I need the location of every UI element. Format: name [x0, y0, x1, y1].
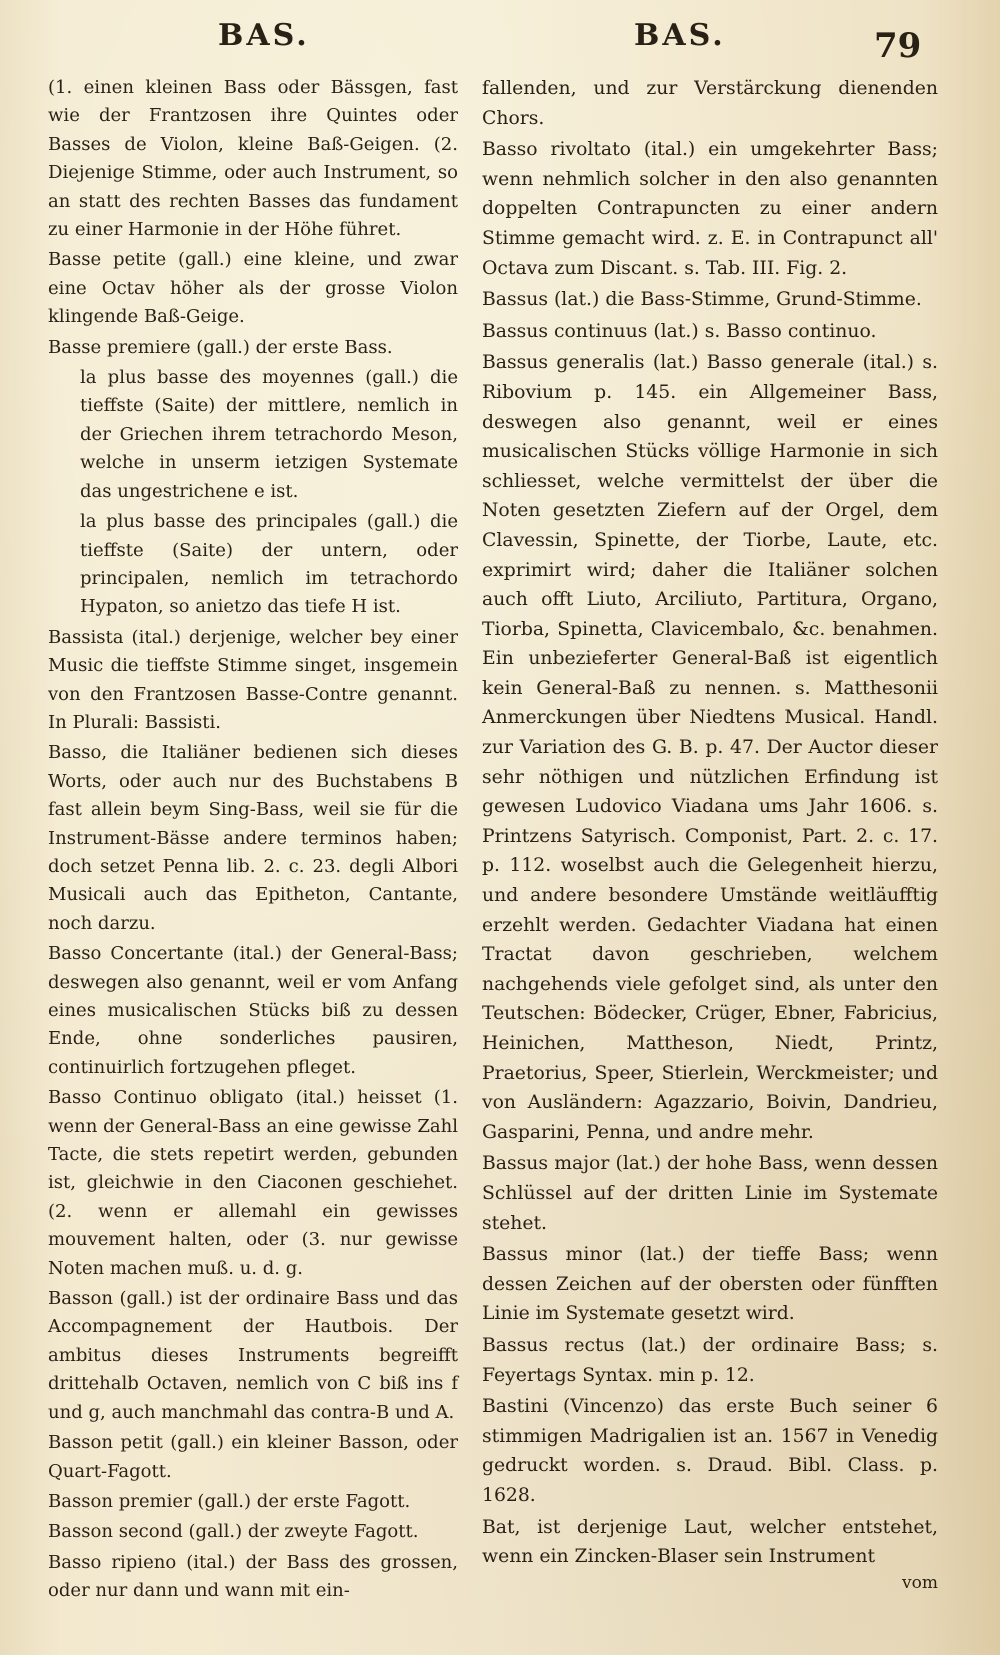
catchword: vom	[902, 1572, 938, 1593]
dictionary-entry: Bassus generalis (lat.) Basso generale (ital.) s. Ribovium p. 145. ein Allgemeiner Bass, deswegen also genannt, weil er eines musicalischen Stücks völlige Harmonie in sich schliesset, welche vermittelst der über die Noten gesetzten Ziefern auf der Orgel, dem Clavessin, Spinette, der Tiorbe, Laute, etc. exprimirt wird; daher die Italiäner solchen auch offt Liuto, Arciliuto, Partitura, Organo, Tiorba, Spinetta, Clavicembalo, &c. benahmen. Ein unbezieferter General-Baß ist eigentlich kein General-Baß zu nennen. s. Matthesonii Anmerckungen über Niedtens Musical. Handl. zur Variation des G. B. p. 47. Der Auctor dieser sehr nöthigen und nützlichen Erfindung ist gewesen Ludovico Viadana ums Jahr 1606. s. Printzens Satyrisch. Componist, Part. 2. c. 17. p. 112. woselbst auch die Gelegenheit hierzu, und andere besondere Umstände weitläufftig erzehlt werden. Gedachter Viadana hat einen Tractat davon geschrieben, welchem nachgehends viele gefolget sind, als unter den Teutschen: Bödecker, Crüger, Ebner, Fabricius, Heinichen, Mattheson, Niedt, Printz, Praetorius, Speer, Stierlein, Werckmeister; und von Ausländern: Agazzario, Boivin, Dandrieu, Gasparini, Penna, und andre mehr.	[482, 352, 938, 1143]
right-running-head: BAS.	[634, 18, 726, 53]
dictionary-entry: Basso ripieno (ital.) der Bass des grossen, oder nur dann und wann mit ein-	[48, 1551, 458, 1602]
page-number: 79	[874, 26, 922, 66]
dictionary-entry: Basso, die Italiäner bedienen sich dieses Worts, oder auch nur des Buchstabens B fast allein beym Sing-Bass, weil sie für die Instrument-Bässe andere terminos haben; doch setzet Penna lib. 2. c. 23. degli Albori Musicali auch das Epitheton, Cantante, noch darzu.	[48, 742, 458, 934]
dictionary-entry: Bassista (ital.) derjenige, welcher bey einer Music die tieffste Stimme singet, insgemein von den Frantzosen Basse-Contre genannt. In Plurali: Bassisti.	[48, 626, 458, 733]
left-running-head: BAS.	[218, 18, 310, 53]
dictionary-entry: Bassus rectus (lat.) der ordinaire Bass; s. Feyertags Syntax. min p. 12.	[482, 1334, 938, 1386]
dictionary-entry: fallenden, und zur Verstärckung dienenden Chors.	[482, 78, 938, 129]
dictionary-entry: Basse premiere (gall.) der erste Bass.	[48, 336, 393, 358]
dictionary-entry: Bassus (lat.) die Bass-Stimme, Grund-Stimme.	[482, 289, 922, 311]
dictionary-entry: Bassus continuus (lat.) s. Basso continuo.	[482, 320, 877, 342]
right-column	[482, 74, 938, 1592]
dictionary-subentry: la plus basse des moyennes (gall.) die tieffste (Saite) der mittlere, nemlich in der Griechen ihrem tetrachordo Meson, welche in unserm ietzigen Systemate das ungestrichene e ist.	[80, 367, 458, 502]
dictionary-entry: Basse petite (gall.) eine kleine, und zwar eine Octav höher als der grosse Violon klingende Baß-Geige.	[48, 249, 458, 328]
dictionary-entry: Bassus minor (lat.) der tieffe Bass; wenn dessen Zeichen auf der obersten oder fünfften Linie im Systemate gesetzt wird.	[482, 1244, 938, 1325]
dictionary-entry: Basso Concertante (ital.) der General-Bass; deswegen also genannt, weil er vom Anfang eines musicalischen Stücks biß zu dessen Ende, ohne sonderliches pausiren, continuirlich fortzugehen pfleget.	[48, 943, 458, 1078]
dictionary-entry: (1. einen kleinen Bass oder Bässgen, fast wie der Frantzosen ihre Quintes oder Basses de Violon, kleine Baß-Geigen. (2. Diejenige Stimme, oder auch Instrument, so an statt des rechten Basses das fundament zu einer Harmonie in der Höhe führet.	[48, 77, 458, 241]
left-column	[48, 74, 458, 1606]
dictionary-entry: Basson (gall.) ist der ordinaire Bass und das Accompagnement der Hautbois. Der ambitus dieses Instruments begreifft drittehalb Octaven, nemlich von C biß ins f und g, auch manchmahl das contra-B und A.	[48, 1288, 458, 1423]
dictionary-subentry: la plus basse des principales (gall.) die tieffste (Saite) der untern, oder principalen, nemlich im tetrachordo Hypaton, so anietzo das tiefe H ist.	[80, 511, 458, 618]
dictionary-entry: Bastini (Vincenzo) das erste Buch seiner 6 stimmigen Madrigalien ist an. 1567 in Venedig gedruckt worden. s. Draud. Bibl. Class. p. 1628.	[482, 1396, 938, 1506]
dictionary-entry: Basso Continuo obligato (ital.) heisset (1. wenn der General-Bass an eine gewisse Zahl Tacte, die stets repetirt werden, gebunden ist, gleichwie in den Ciaconen geschiehet. (2. wenn er allemahl ein gewisses mouvement halten, oder (3. nur gewisse Noten machen muß. u. d. g.	[48, 1087, 458, 1279]
dictionary-entry: Basson second (gall.) der zweyte Fagott.	[48, 1521, 419, 1543]
dictionary-entry: Bassus major (lat.) der hohe Bass, wenn dessen Schlüssel auf der dritten Linie im Systemate stehet.	[482, 1153, 938, 1234]
dictionary-entry: Basson petit (gall.) ein kleiner Basson, oder Quart-Fagott.	[48, 1432, 458, 1482]
dictionary-entry: Basson premier (gall.) der erste Fagott.	[48, 1490, 411, 1512]
dictionary-entry: Bat, ist derjenige Laut, welcher entstehet, wenn ein Zincken-Blaser sein Instrument	[482, 1516, 938, 1568]
dictionary-entry: Basso rivoltato (ital.) ein umgekehrter Bass; wenn nehmlich solcher in den also genannten doppelten Contrapuncten zu einer andern Stimme gemacht wird. z. E. in Contrapunct all' Octava zum Discant. s. Tab. III. Fig. 2.	[482, 139, 938, 279]
